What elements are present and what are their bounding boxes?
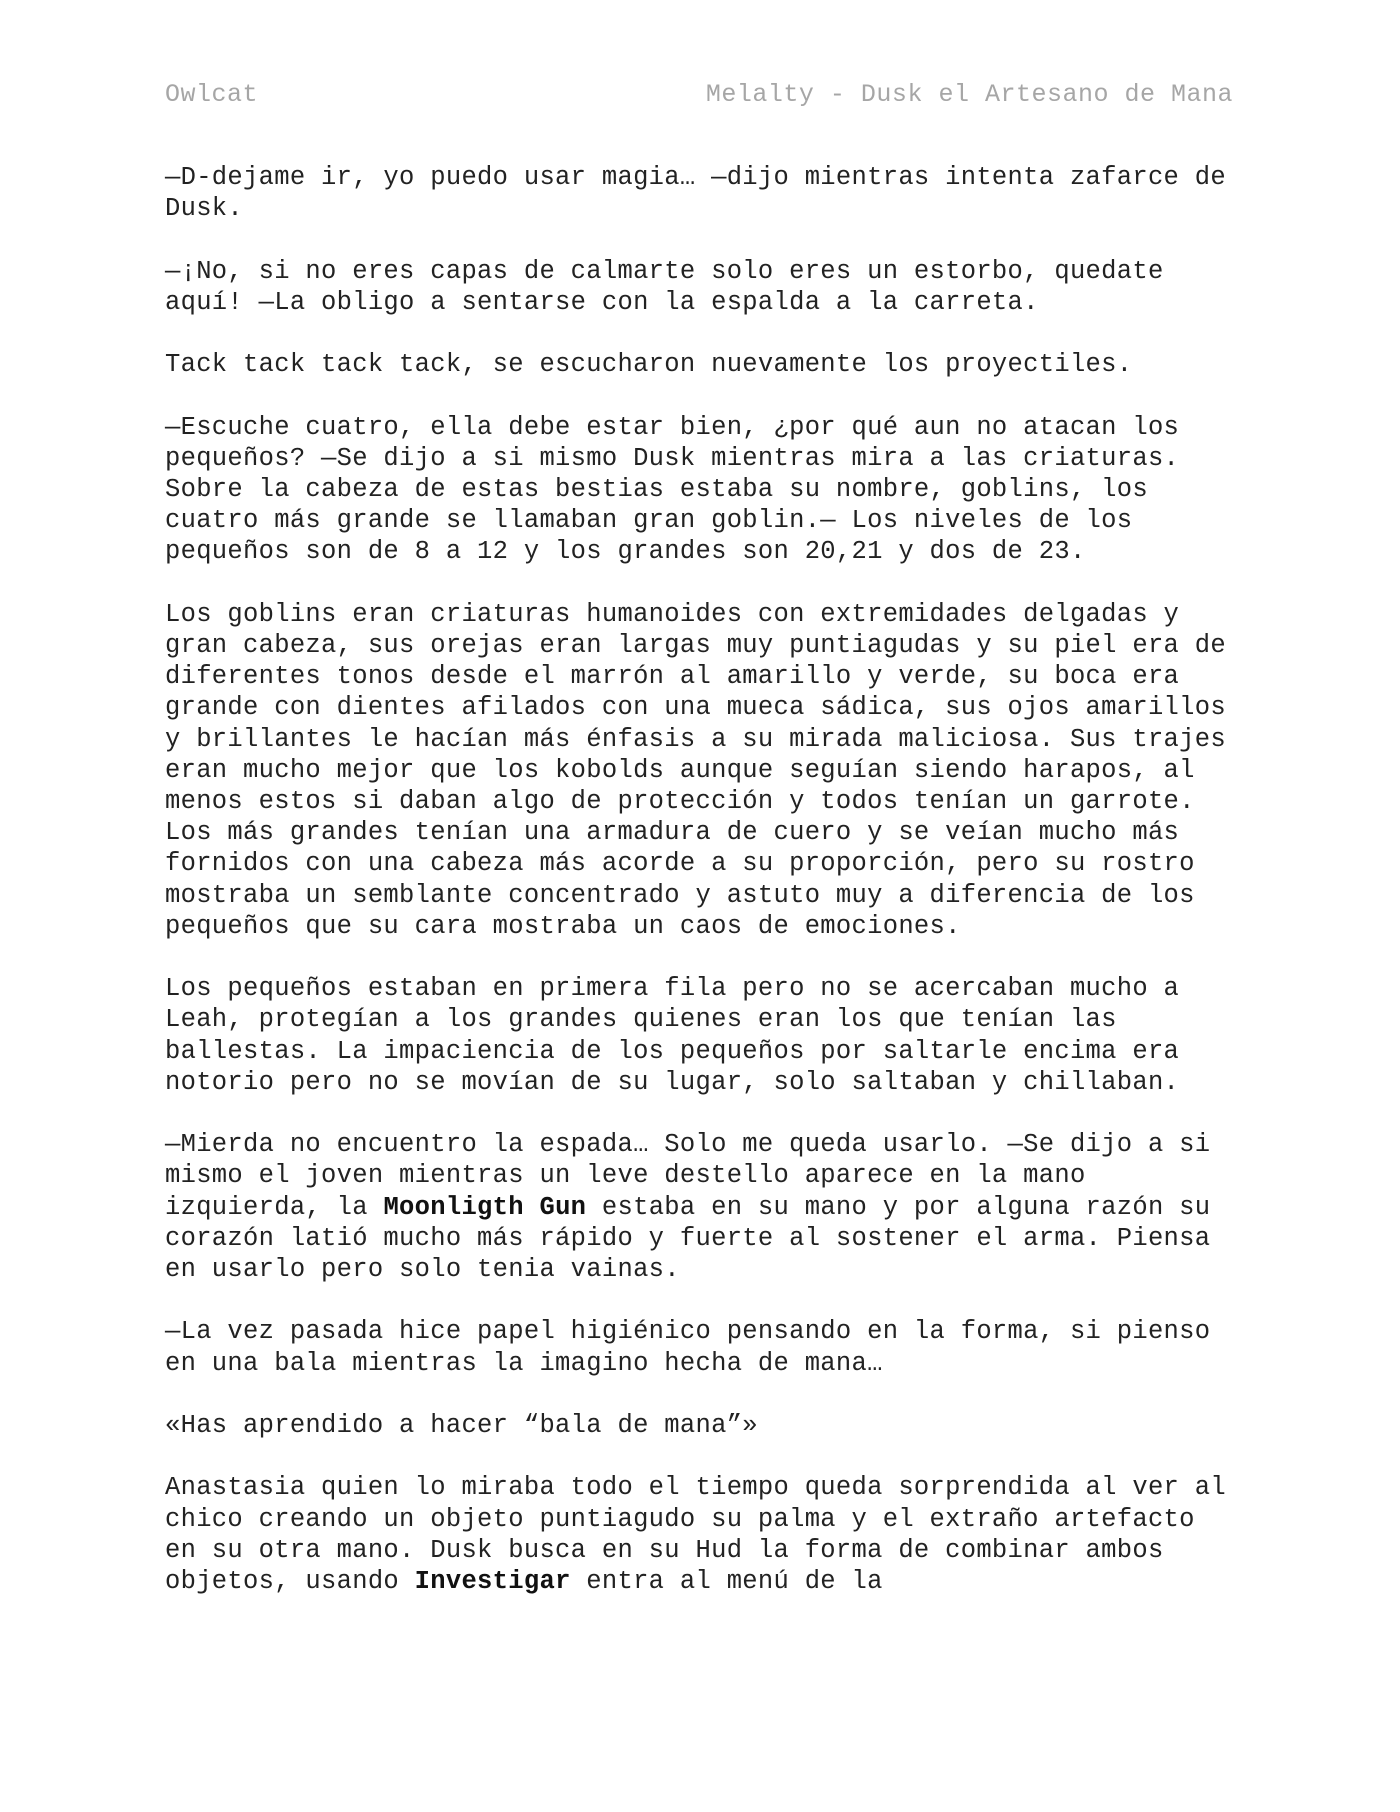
paragraph: [165, 1129, 1235, 1285]
header-author: Owlcat: [165, 80, 259, 109]
page-header: [165, 80, 1233, 116]
paragraph-text: Anastasia quien lo miraba todo el tiempo queda sorprendida al ver al chico creando un objeto puntiagudo su palma y el extraño artefacto en su otra mano. Dusk busca en su Hud la forma de combinar ambos objetos, usando: [165, 1473, 1226, 1596]
paragraph: —D-dejame ir, yo puedo usar magia… —dijo mientras intenta zafarce de Dusk.: [165, 163, 1226, 224]
paragraph: Los pequeños estaban en primera fila pero no se acercaban mucho a Leah, protegían a los grandes quienes eran los que tenían las ballestas. La impaciencia de los pequeños por saltarle encima era notorio pero no se movían de su lugar, solo saltaban y chillaban.: [165, 974, 1180, 1097]
paragraph: —Escuche cuatro, ella debe estar bien, ¿por qué aun no atacan los pequeños? —Se dijo a si mismo Dusk mientras mira a las criaturas. Sobre la cabeza de estas bestias estaba su nombre, goblins, los cuatro más grande se llamaban gran goblin.— Los niveles de los pequeños son de 8 a 12 y los grandes son 20,21 y dos de 23.: [165, 412, 1180, 567]
paragraph: Tack tack tack tack, se escucharon nuevamente los proyectiles.: [165, 350, 1133, 380]
paragraph-text: estaba en su mano y por alguna razón su corazón latió mucho más rápido y fuerte al sostener el arma. Piensa en usarlo pero solo tenia vainas.: [165, 1192, 1211, 1285]
document-body: [165, 162, 1235, 1628]
header-title: Melalty - Dusk el Artesano de Mana: [705, 80, 1233, 109]
bold-skill-name: Investigar: [414, 1567, 571, 1596]
paragraph: [165, 1472, 1235, 1597]
system-message: «Has aprendido a hacer “bala de mana”»: [165, 1411, 758, 1440]
paragraph-text: entra al menú de la: [570, 1567, 883, 1596]
paragraph: —¡No, si no eres capas de calmarte solo eres un estorbo, quedate aquí! —La obligo a sentarse con la espalda a la carreta.: [165, 256, 1164, 317]
paragraph: —La vez pasada hice papel higiénico pensando en la forma, si pienso en una bala mientras la imagino hecha de mana…: [165, 1317, 1211, 1378]
bold-item-name: Moonligth Gun: [383, 1192, 587, 1222]
paragraph-text: —Mierda no encuentro la espada… Solo me queda usarlo. —Se dijo a si mismo el joven mientras un leve destello aparece en la mano izquierda, la: [165, 1130, 1211, 1222]
paragraph: Los goblins eran criaturas humanoides con extremidades delgadas y gran cabeza, sus orejas eran largas muy puntiagudas y su piel era de diferentes tonos desde el marrón al amarillo y verde, su boca era grande con dientes afilados con una mueca sádica, sus ojos amarillos y brillantes le hacían más énfasis a su mirada maliciosa. Sus trajes eran mucho mejor que los kobolds aunque seguían siendo harapos, al menos estos si daban algo de protección y todos tenían un garrote. Los más grandes tenían una armadura de cuero y se veían mucho más fornidos con una cabeza más acorde a su proporción, pero su rostro mostraba un semblante concentrado y astuto muy a diferencia de los pequeños que su cara mostraba un caos de emociones.: [165, 599, 1226, 941]
